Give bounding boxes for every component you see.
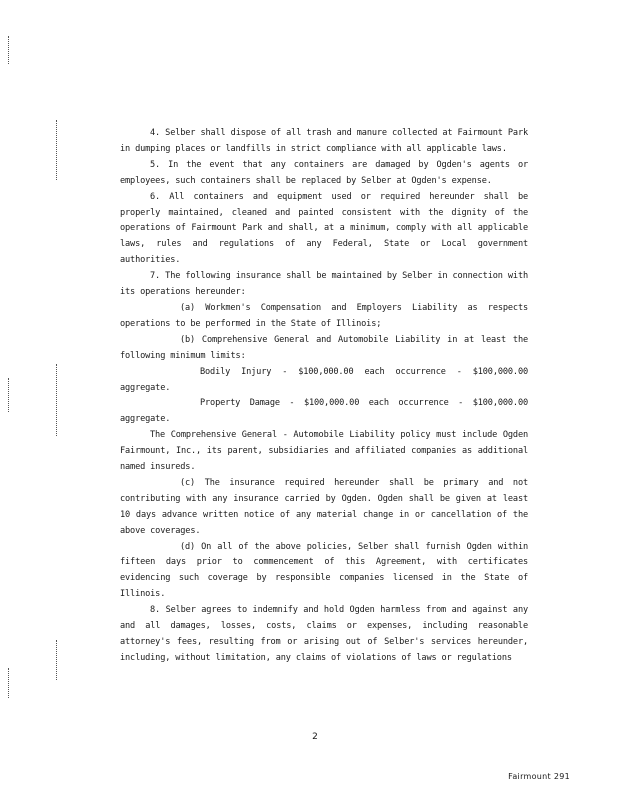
body-text xyxy=(120,126,528,667)
margin-mark-bottom xyxy=(8,668,10,698)
paragraph-6: 6. All containers and equipment used or required hereunder shall be properly maintained, cleaned and painted consistent with the dignity of the operations of Fairmount Park and shall, at a minimum, comply with all applicable laws, rules and regulations of any Federal, State or Local government authorities. xyxy=(120,191,528,266)
margin-mark-middle xyxy=(56,364,58,436)
page-number: 2 xyxy=(312,732,318,742)
paragraph-7a: (a) Workmen's Compensation and Employers Liability as respects operations to be performed in the State of Illinois; xyxy=(120,302,528,329)
paragraph-4: 4. Selber shall dispose of all trash and manure collected at Fairmount Park in dumping places or landfills in strict compliance with all applicable laws. xyxy=(120,128,528,154)
additional-insureds: The Comprehensive General - Automobile Liability policy must include Ogden Fairmount, Inc., its parent, subsidiaries and affiliated companies as additional named insureds. xyxy=(120,430,528,473)
bodily-injury-limit: Bodily Injury - $100,000.00 each occurrence - $100,000.00 aggregate. xyxy=(120,366,528,393)
paragraph-8: 8. Selber agrees to indemnify and hold Ogden harmless from and against any and all damages, losses, costs, claims or expenses, including reasonable attorney's fees, resulting from or arising out of Selber's services hereunder, including, without limitation, any claims of violations of laws or regulations xyxy=(120,605,528,663)
paragraph-7c: (c) The insurance required hereunder shall be primary and not contributing with any insurance carried by Ogden. Ogden shall be given at least 10 days advance written notice of any material change in or cancellation of the above coverages. xyxy=(120,477,528,536)
paragraph-7d: (d) On all of the above policies, Selber shall furnish Ogden within fifteen days prior to commencement of this Agreement, with certificates evidencing such coverage by responsible companies licensed in the State of Illinois. xyxy=(120,541,528,600)
property-damage-limit: Property Damage - $100,000.00 each occurrence - $100,000.00 aggregate. xyxy=(120,398,528,425)
margin-mark-upper xyxy=(56,120,58,180)
margin-mark-top xyxy=(8,36,10,64)
margin-mark-middle-left xyxy=(8,378,10,412)
margin-mark-lower xyxy=(56,640,58,680)
paragraph-5: 5. In the event that any containers are damaged by Ogden's agents or employees, such containers shall be replaced by Selber at Ogden's expense. xyxy=(120,159,528,186)
paragraph-7: 7. The following insurance shall be maintained by Selber in connection with its operations hereunder: xyxy=(120,271,528,298)
paragraph-7b: (b) Comprehensive General and Automobile Liability in at least the following minimum limits: xyxy=(120,334,528,361)
bates-number: Fairmount 291 xyxy=(508,772,570,781)
